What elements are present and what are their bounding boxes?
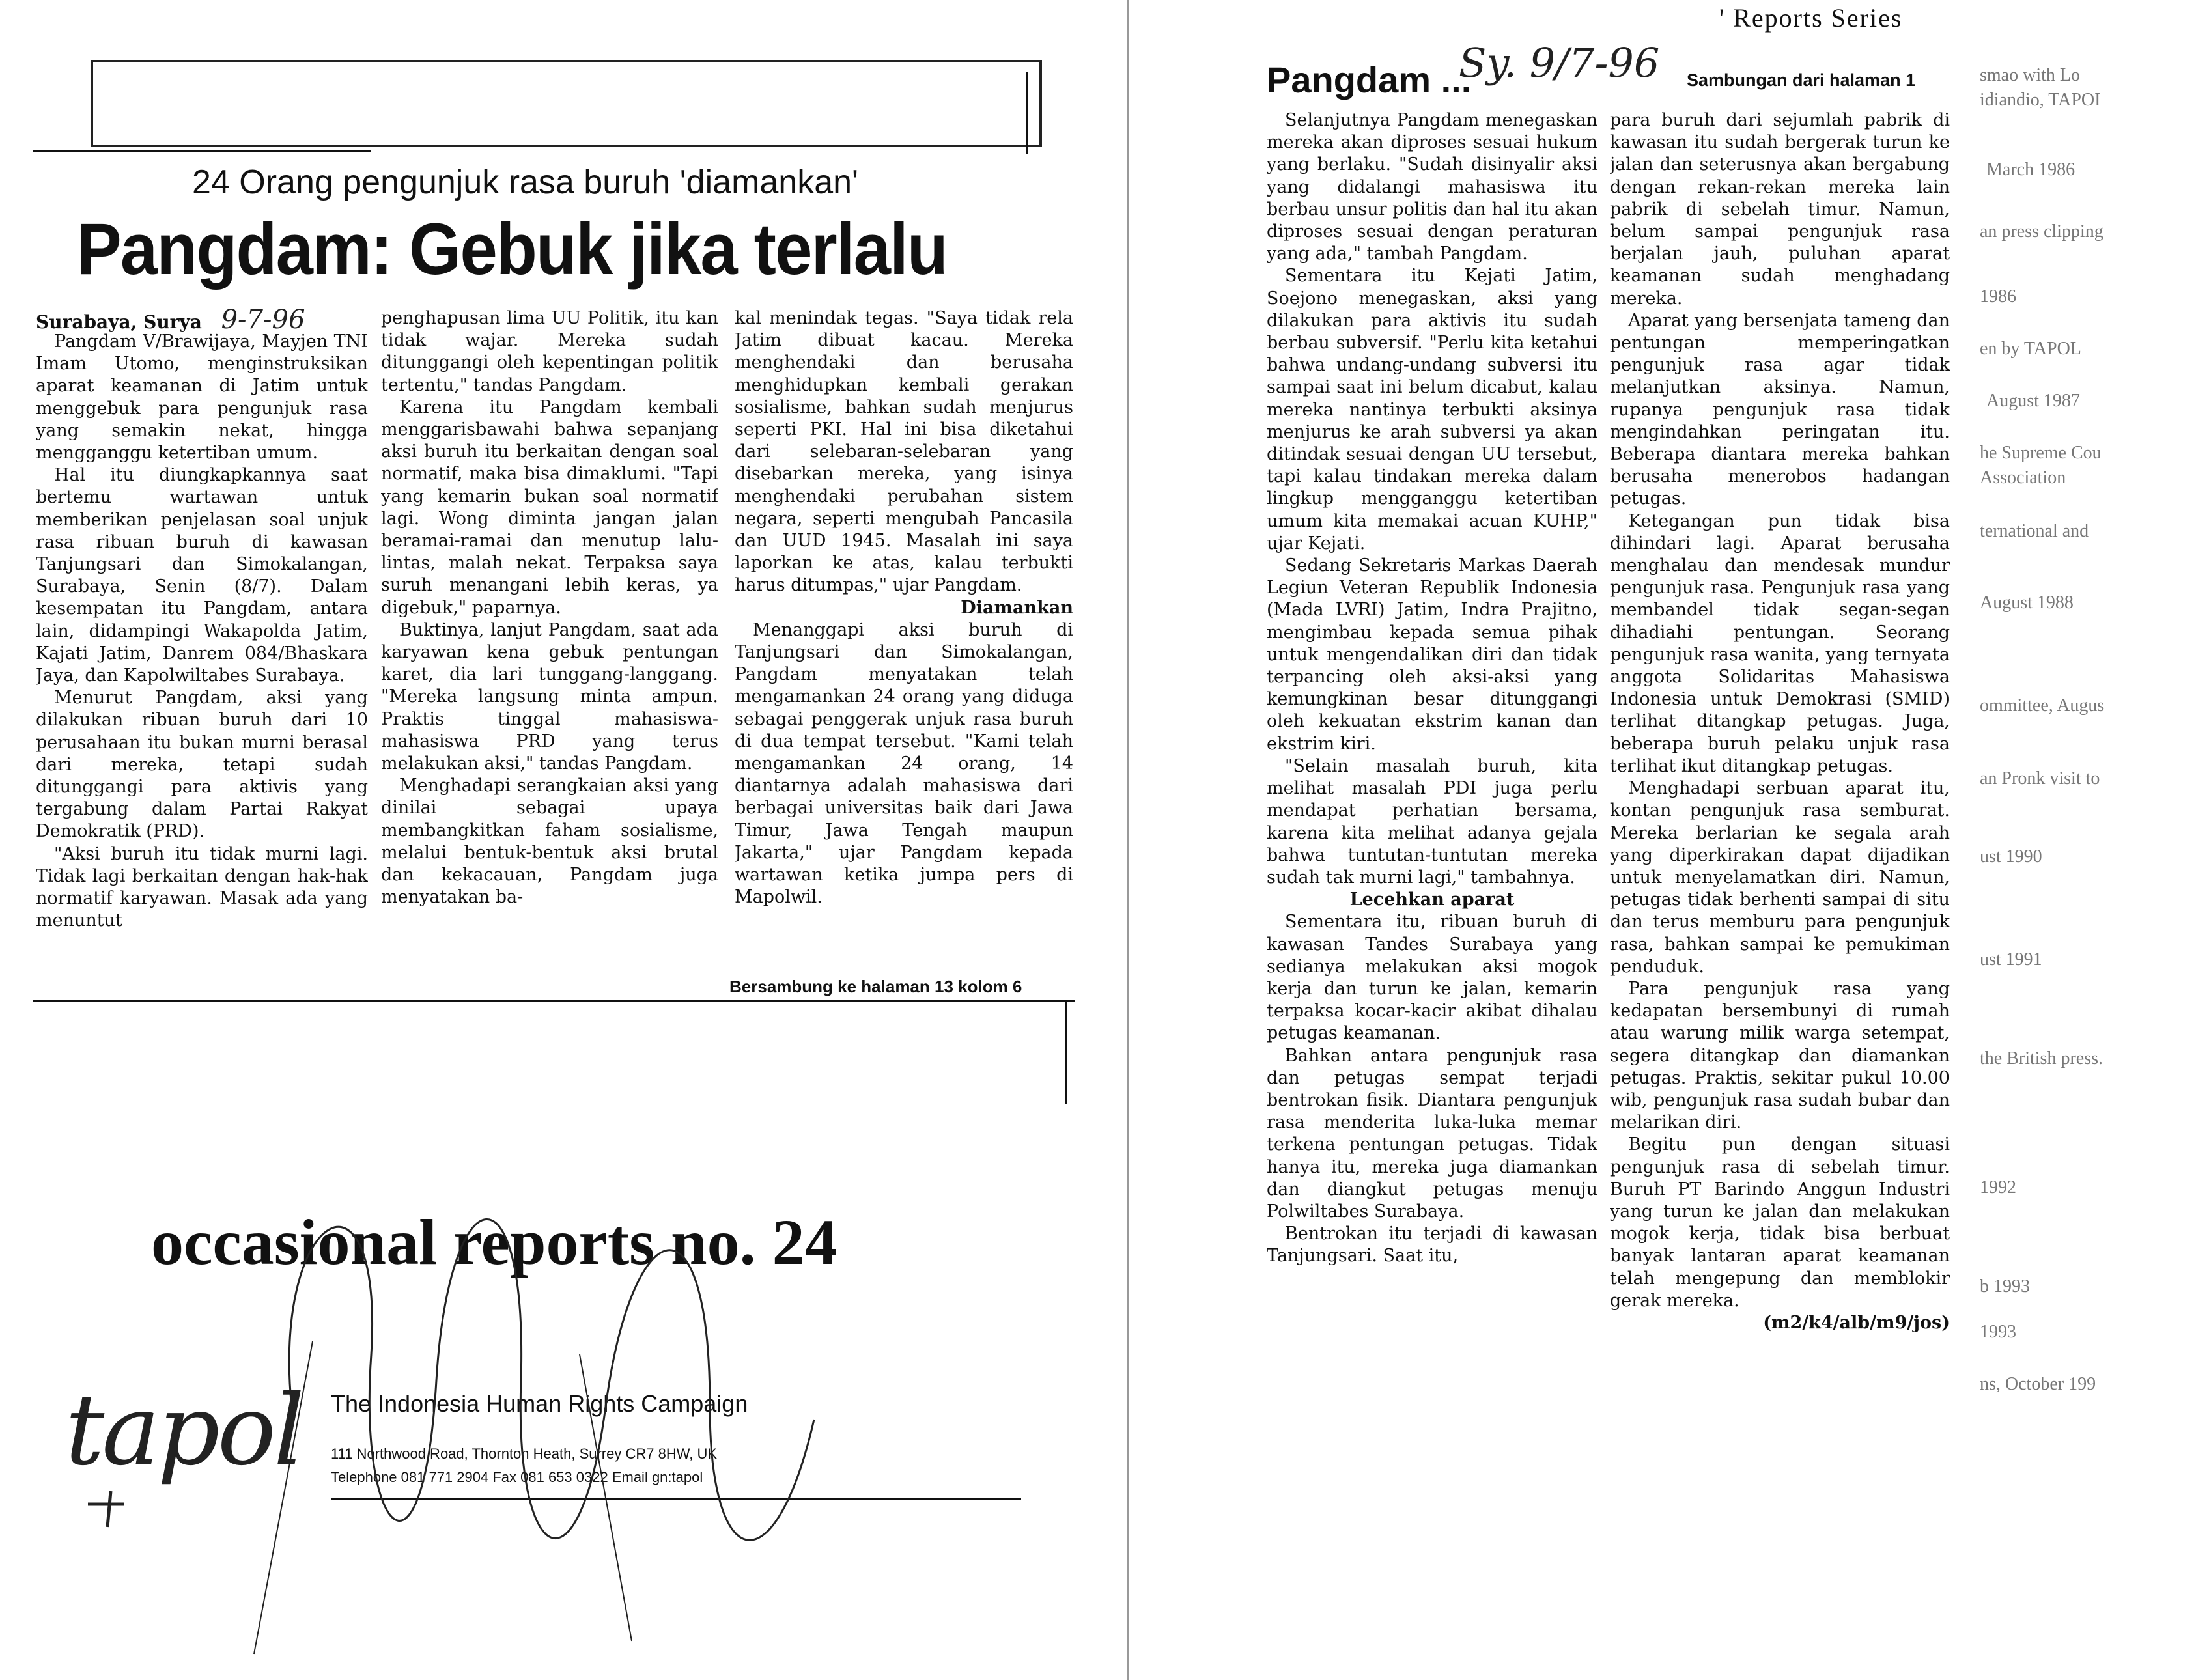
margin-fragment: 1992 <box>1980 1177 2016 1197</box>
paragraph: para buruh dari sejumlah pabrik di kawasan itu sudah bergerak turun ke jalan dan seterusnya akan bergabung dengan rekan-rekan mereka lain pabrik di sebelah timur. Namun, belum sampai pengunjuk rasa berjalan jauh, puluhan aparat keamanan sudah menghadang mereka. <box>1610 110 1950 309</box>
paragraph: Sedang Sekretaris Markas Daerah Legiun Veteran Republik Indonesia (Mada LVRI) Jatim, Indra Prajitno, mengimbau kepada semua pihak untuk mengendalikan diri dan tidak terpancing oleh aksi-aksi yang kemungkinan besar ditunggangi oleh kekuatan ekstrim kanan dan ekstrim kiri. <box>1267 555 1597 754</box>
paragraph: Hal itu diungkapkannya saat bertemu wartawan untuk memberikan penjelasan soal unjuk rasa ribuan buruh di kawasan Tanjungsari dan Simokalangan, Surabaya, Senin (8/7). Dalam kesempatan itu Pangdam, antara lain, didampingi Wakapolda Jatim, Kajati Jatim, Danrem 084/Bhaskara Jaya, dan Kapolwiltabes Surabaya. <box>36 465 368 686</box>
right-col-2 <box>1610 109 1950 1452</box>
margin-fragment: ust 1990 <box>1980 847 2042 867</box>
margin-fragment: August 1988 <box>1980 593 2074 613</box>
tapol-logo: tapol <box>65 1374 303 1487</box>
paragraph: Menghadapi serangkaian aksi yang dinilai sebagai upaya membangkitkan faham sosialisme, melalui bentuk-bentuk aksi brutal dan kekacauan, Pangdam juga menyatakan ba- <box>381 776 718 908</box>
handwritten-date: 9-7-96 <box>221 305 305 335</box>
center-spine <box>1127 0 1129 1680</box>
subhead-diamankan: Diamankan <box>961 597 1073 618</box>
left-col-3 <box>735 307 1073 970</box>
signature: (m2/k4/alb/m9/jos) <box>1763 1312 1950 1333</box>
margin-fragment: an Pronk visit to <box>1980 768 2100 789</box>
paragraph: Sementara itu, ribuan buruh di kawasan Tandes Surabaya yang sedianya melakukan aksi mogok kerja dan turun ke jalan, kemarin terpaksa kocar-kacir akibat dihalau petugas keamanan. <box>1267 912 1597 1044</box>
continued-note: Bersambung ke halaman 13 kolom 6 <box>729 977 1022 996</box>
header-box-inner-line <box>1026 72 1028 154</box>
decorative-scribble-icon <box>215 1016 931 1667</box>
dateline-text: Surabaya, Surya <box>36 311 202 333</box>
paragraph: kal menindak tegas. "Saya tidak rela Jatim dibuat kacau. Mereka menghendaki dan berusaha menghidupkan kembali gerakan sosialisme, bahkan sudah menjurus seperti PKI. Hal ini bisa diketahui dari selebaran-selebaran yang disebarkan mereka, yang isinya menghendaki perubahan sistem negara, seperti mengubah Pancasila dan UUD 1945. Masalah ini saya laporkan ke atas, kalau terbukti harus ditumpas," ujar Pangdam. <box>735 308 1073 596</box>
paragraph: Buktinya, lanjut Pangdam, saat ada karyawan kena gebuk pentungan karet, dia lari tunggang-langgang. "Mereka langsung minta ampun. Praktis tinggal mahasiswa-mahasiswa PRD yang terus melakukan aksi," tandas Pangdam. <box>381 619 718 774</box>
right-handwritten-date: Sy. 9/7-96 <box>1459 39 1660 87</box>
margin-fragment: en by TAPOL <box>1980 339 2081 359</box>
paragraph: Begitu pun dengan situasi pengunjuk rasa di sebelah timur. Buruh PT Barindo Anggun Industri yang turun ke jalan dan melakukan mogok kerja, tidak bisa berbuat banyak lantaran aparat keamanan telah mengepung dan memblokir gerak mereka. <box>1610 1134 1950 1311</box>
margin-fragment: August 1987 <box>1986 391 2080 411</box>
paragraph: Menurut Pangdam, aksi yang dilakukan ribuan buruh dari 10 perusahaan itu bukan murni berasal dari mereka, tetapi sudah ditunggangi para aktivis yang tergabung dalam Partai Rakyat Demokratik (PRD). <box>36 688 368 842</box>
margin-fragment: an press clipping <box>1980 221 2103 242</box>
paragraph: "Selain masalah buruh, kita melihat masalah PDI juga perlu mendapat perhatian bersama, karena kita melihat adanya gejala bahwa tuntutan-tuntutan mereka sudah tak murni lagi," tambahnya. <box>1267 755 1597 888</box>
clipping-bottom-rule <box>33 1000 1075 1002</box>
margin-fragment: the British press. <box>1980 1048 2103 1069</box>
paragraph: Selanjutnya Pangdam menegaskan mereka akan diproses sesuai hukum yang berlaku. "Sudah disinyalir aksi yang didalangi mahasiswa itu berbau unsur politis dan hal itu akan diproses sesuai dengan peraturan yang ada," tambah Pangdam. <box>1267 110 1597 264</box>
paragraph: Aparat yang bersenjata tameng dan pentungan memperingatkan pengunjuk rasa agar tidak melanjutkan aksinya. Namun, rupanya pengunjuk rasa tidak mengindahkan peringatan itu. Beberapa diantara mereka bahkan berusaha menerobos hadangan petugas. <box>1610 310 1950 509</box>
cover-org: The Indonesia Human Rights Campaign <box>331 1390 748 1417</box>
left-side-rule <box>1065 1000 1067 1104</box>
paragraph: Sementara itu Kejati Jatim, Soejono menegaskan, aksi yang dilakukan para aktivis itu sudah berbau subversif. "Perlu kita ketahui bahwa undang-undang subversi itu sampai saat ini belum dicabut, kalau mereka nantinya terbukti aksinya menjurus ke arah subversi ya akan ditindak sesuai dengan UU tersebut, tapi kalau tindakan mereka dalam lingkup mengganggu ketertiban umum kita memakai acuan KUHP," ujar Kejati. <box>1267 266 1597 553</box>
paragraph: penghapusan lima UU Politik, itu kan tidak wajar. Mereka sudah ditunggangi oleh kepentingan politik tertentu," tandas Pangdam. <box>381 308 718 395</box>
paragraph: Bahkan antara pengunjuk rasa dan petugas sempat terjadi bentrokan fisik. Diantara pengunjuk rasa menderita luka-luka memar terkena pentungan petugas. Tidak hanya itu, mereka juga diamankan dan diangkut petugas menuju Polwiltabes Surabaya. <box>1267 1045 1597 1222</box>
continued-from: Sambungan dari halaman 1 <box>1687 70 1916 90</box>
margin-fragment: 1993 <box>1980 1322 2016 1342</box>
margin-fragment: b 1993 <box>1980 1276 2030 1296</box>
margin-fragment: Association <box>1980 468 2066 488</box>
paragraph: Karena itu Pangdam kembali menggarisbawahi bahwa sepanjang aksi buruh itu berkaitan dengan soal normatif, maka bisa dimaklumi. "Tapi yang kemarin bukan soal normatif lagi. Wong diminta jangan jalan beramai-ramai dan menutup lalu-lintas, malah nekat. Terpaksa saya suruh menangani lebih keras, ya digebuk," paparnya. <box>381 397 718 618</box>
paragraph: Menghadapi serbuan aparat itu, kontan pengunjuk rasa semburat. Mereka berlarian ke segala arah yang diperkirakan dapat dijadikan untuk menyelamatkan diri. Namun, petugas tidak berhenti sampai di situ dan terus memburu para pengunjuk rasa, bahkan sampai ke pemukiman penduduk. <box>1610 778 1950 977</box>
margin-fragment: ust 1991 <box>1980 949 2042 970</box>
cover-contact: Telephone 081 771 2904 Fax 081 653 0322 Email gn:tapol <box>331 1469 703 1485</box>
right-col-1 <box>1267 109 1597 1444</box>
paragraph: Pangdam V/Brawijaya, Mayjen TNI Imam Utomo, menginstruksikan aparat keamanan di Jatim untuk menggebuk para pengunjuk rasa yang semakin nekat, hingga mengganggu ketertiban umum. <box>36 331 368 464</box>
paragraph: Para pengunjuk rasa yang kedapatan bersembunyi di rumah atau warung milik warga setempat, segera ditangkap dan diamankan petugas. Praktis, sekitar pukul 10.00 wib, pengunjuk rasa sudah bubar dan melarikan diri. <box>1610 978 1950 1133</box>
cover-title: occasional reports no. 24 <box>151 1206 837 1278</box>
left-col-2 <box>381 307 718 995</box>
cover-address: 111 Northwood Road, Thornton Heath, Surrey CR7 8HW, UK <box>331 1446 718 1462</box>
paragraph: "Aksi buruh itu tidak murni lagi. Tidak lagi berkaitan dengan hak-hak normatif karyawan. Masak ada yang menuntut <box>36 843 368 931</box>
kicker: 24 Orang pengunjuk rasa buruh 'diamankan' <box>192 163 858 201</box>
margin-fragment: ns, October 199 <box>1980 1374 2096 1394</box>
margin-fragment: he Supreme Cou <box>1980 443 2102 463</box>
paragraph: Ketegangan pun tidak bisa dihindari lagi. Aparat berusaha menghalau dan mendesak mundur pengunjuk rasa. Pengunjuk rasa yang membandel tidak segan-segan dihadiahi pentungan. Seorang pengunjuk rasa wanita, yang ternyata anggota Solidaritas Mahasiswa Indonesia untuk Demokrasi (SMID) terlihat ditangkap petugas. Juga, beberapa buruh pelaku unjuk rasa terlihat ikut ditangkap petugas. <box>1610 511 1950 776</box>
left-col-1 <box>36 331 368 995</box>
margin-fragment: March 1986 <box>1986 160 2075 180</box>
series-header: ' Reports Series <box>1719 3 1903 33</box>
header-box <box>91 60 1042 147</box>
logo-underline-icon <box>85 1485 163 1530</box>
margin-fragment: idiandio, TAPOI <box>1980 90 2101 110</box>
margin-fragment: ternational and <box>1980 521 2089 541</box>
paragraph: Bentrokan itu terjadi di kawasan Tanjungsari. Saat itu, <box>1267 1224 1597 1267</box>
margin-fragment: ommittee, Augus <box>1980 695 2105 716</box>
right-title: Pangdam ... <box>1267 59 1472 100</box>
paragraph: Menanggapi aksi buruh di Tanjungsari dan Simokalangan, Pangdam menyatakan telah mengamankan 24 orang yang diduga sebagai penggerak unjuk rasa buruh di dua tempat tersebut. "Kami telah mengamankan 24 orang, 14 diantarnya adalah mahasiswa dari berbagai universitas baik dari Jawa Timur, Jawa Tengah maupun Jakarta," ujar Pangdam kepada wartawan ketika jumpa pers di Mapolwil. <box>735 619 1073 908</box>
margin-fragment: 1986 <box>1980 287 2016 307</box>
headline: Pangdam: Gebuk jika terlalu <box>77 208 948 290</box>
subhead-lecehkan-aparat: Lecehkan aparat <box>1349 889 1515 910</box>
margin-fragment: smao with Lo <box>1980 65 2080 85</box>
header-rule <box>33 150 371 152</box>
